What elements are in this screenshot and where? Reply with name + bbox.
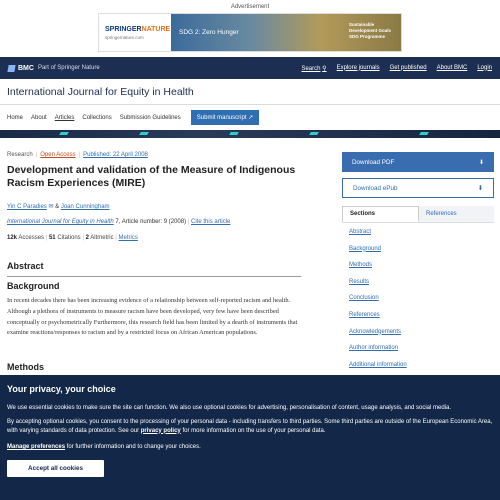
submit-manuscript-label: Submit manuscript — [196, 115, 247, 121]
download-epub-label: Download ePub — [353, 184, 398, 192]
toc-item-additional-information[interactable]: Additional information — [349, 361, 407, 368]
published-date[interactable]: Published: 22 April 2008 — [83, 152, 148, 158]
divider — [0, 104, 500, 105]
accesses-label: Accesses — [18, 235, 45, 241]
sidebar-tabs — [342, 206, 494, 223]
email-icon[interactable]: ✉ — [48, 204, 54, 210]
decorative-stripe — [0, 130, 500, 138]
methods-heading: Methods — [7, 362, 44, 372]
site-nav — [301, 65, 492, 72]
accesses-count: 12k — [7, 235, 18, 241]
toc-item-author-information[interactable]: Author information — [349, 345, 399, 352]
journal-nav-articles[interactable]: Articles — [54, 114, 75, 121]
tab-references[interactable]: References — [419, 206, 494, 222]
toc-item-conclusion[interactable]: Conclusion — [349, 295, 379, 302]
external-link-icon: ↗ — [248, 115, 254, 121]
accept-all-cookies-button[interactable]: Accept all cookies — [7, 460, 104, 477]
bmc-logo-text: BMC — [18, 64, 34, 72]
divider — [7, 276, 301, 277]
cookie-banner — [0, 375, 500, 500]
download-pdf-label: Download PDF — [352, 158, 395, 166]
part-of-springer-nature: Part of Springer Nature — [37, 65, 100, 71]
article-title: Development and validation of the Measure of Indigenous Racism Experiences (MIRE) — [7, 164, 296, 189]
journal-nav-home[interactable]: Home — [7, 114, 24, 121]
tab-sections[interactable]: Sections — [342, 206, 419, 222]
cite-this-article[interactable]: Cite this article — [191, 219, 231, 225]
nav-explore-journals[interactable]: Explore journals — [336, 64, 380, 71]
cookie-title: Your privacy, your choice — [7, 384, 116, 394]
nav-about-bmc[interactable]: About BMC — [436, 64, 468, 71]
ad-sdg-text: SDG 2: Zero Hunger — [179, 29, 239, 36]
privacy-policy-link[interactable]: privacy policy — [140, 427, 181, 434]
sections-toc — [349, 229, 407, 378]
search-icon: ⚲ — [322, 65, 327, 72]
open-access-link[interactable]: Open Access — [40, 152, 76, 158]
article-meta: Research | Open Access | Published: 22 April 2008 — [7, 152, 148, 158]
background-text: In recent decades there has been increasing evidence of a relationship between self-reported racism and health. Although a plethora of instruments to measure racism have been developed, very few have been described conceptually or psychometrically Furthermore, this research field has been limited by a dearth of instruments that examine reactions/responses to racism and by a restricted focus on African American populations. — [7, 297, 298, 337]
nav-login[interactable]: Login — [477, 64, 492, 71]
authors — [7, 203, 110, 210]
nav-get-published[interactable]: Get published — [389, 64, 427, 71]
bmc-logo[interactable] — [8, 65, 34, 72]
ad-banner[interactable] — [98, 13, 402, 52]
brand-part2: NATURE — [141, 25, 171, 33]
springer-nature-logo — [99, 14, 171, 51]
manage-preferences-line — [7, 444, 493, 450]
download-icon: ⬇ — [478, 159, 484, 166]
abstract-heading: Abstract — [7, 261, 44, 271]
download-pdf-button[interactable] — [342, 152, 494, 172]
citations-count: 51 — [48, 235, 56, 241]
cookie-text-consent — [7, 418, 493, 436]
brand-url: springernature.com — [105, 34, 144, 40]
manage-preferences-text: for further information and to change your choices. — [65, 444, 201, 451]
submit-manuscript-button[interactable] — [191, 110, 259, 125]
journal-title[interactable]: International Journal for Equity in Health — [7, 86, 194, 98]
author-paradies[interactable]: Yin C Paradies — [7, 204, 47, 210]
nav-search[interactable] — [301, 65, 326, 72]
toc-item-methods[interactable]: Methods — [349, 262, 373, 269]
article-number: 7, Article number: 9 (2008) — [115, 219, 187, 225]
consent-text-after: for more information on the use of your personal data. — [180, 427, 326, 434]
download-epub-button[interactable] — [342, 178, 494, 198]
toc-item-results[interactable]: Results — [349, 278, 370, 285]
nav-search-label: Search — [301, 65, 321, 72]
consent-text-before: By accepting optional cookies, you consent to the processing of your personal data - including transfers to third parties. Some third parties are outside of the European Economic Area, with varying standards of data protection. See our — [7, 418, 493, 434]
altmetric-label: Altmetric — [90, 235, 114, 241]
citations-label: Citations — [57, 235, 81, 241]
toc-item-background[interactable]: Background — [349, 245, 382, 252]
article-metrics: 12k Accesses | 51 Citations | 2 Altmetric | Metrics — [7, 235, 138, 241]
toc-item-references[interactable]: References — [349, 311, 380, 318]
altmetric-count: 2 — [85, 235, 89, 241]
journal-nav-about[interactable]: About — [31, 114, 47, 121]
ad-programme-text: Sustainable Development Goals SDG Programme — [349, 22, 392, 39]
advertisement-label: Advertisement — [230, 4, 270, 10]
manage-preferences-link[interactable]: Manage preferences — [7, 444, 66, 451]
bmc-logo-icon — [7, 65, 15, 72]
cookie-text-essential: We use essential cookies to make sure the site can function. We also use optional cookies for advertising, personalisation of content, usage analysis, and social media. — [7, 405, 452, 411]
download-icon: ⬇ — [477, 184, 483, 192]
background-heading: Background — [7, 281, 60, 291]
author-cunningham[interactable]: Joan Cunningham — [60, 204, 110, 210]
article-type: Research — [7, 152, 33, 158]
journal-reference[interactable]: International Journal for Equity in Health — [7, 219, 114, 225]
journal-nav-collections[interactable]: Collections — [82, 114, 112, 121]
journal-nav — [7, 110, 259, 125]
citation-line: International Journal for Equity in Health 7, Article number: 9 (2008) | Cite this article — [7, 219, 231, 225]
journal-nav-submission-guidelines[interactable]: Submission Guidelines — [119, 114, 181, 121]
author-separator: & — [53, 204, 61, 210]
ad-image — [171, 14, 401, 51]
metrics-link[interactable]: Metrics — [118, 235, 138, 241]
toc-item-acknowledgements[interactable]: Acknowledgements — [349, 328, 402, 335]
site-header — [0, 57, 500, 79]
brand-part1: SPRINGER — [105, 25, 142, 33]
toc-item-abstract[interactable]: Abstract — [349, 229, 372, 235]
